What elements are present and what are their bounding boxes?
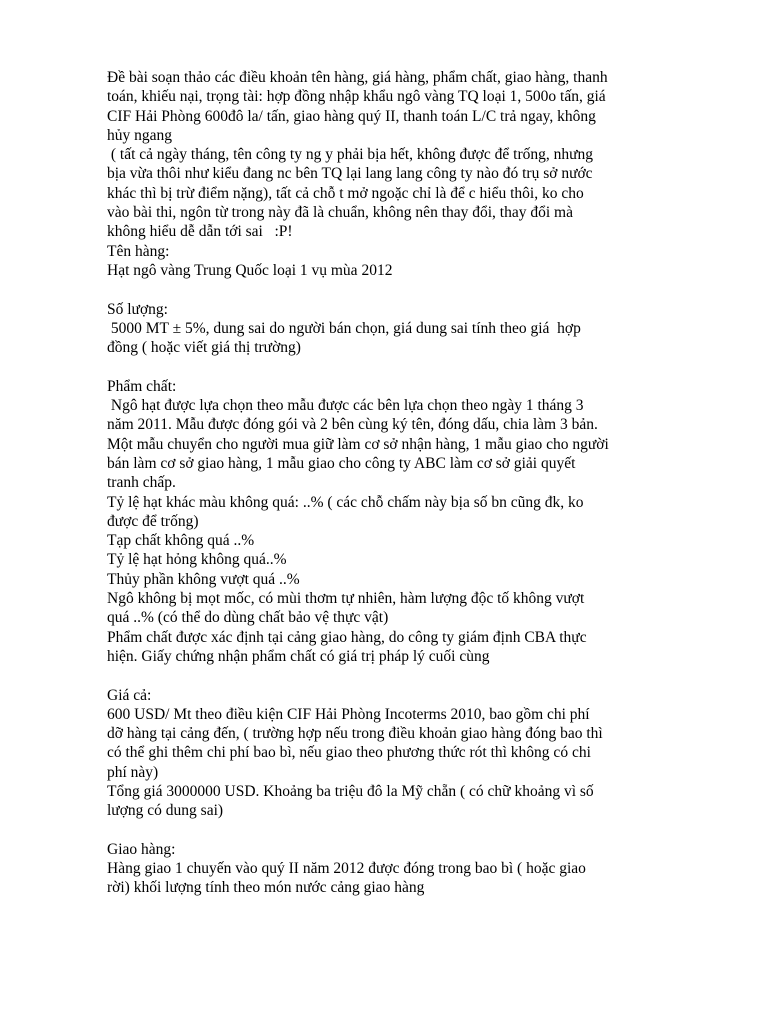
text-line: đồng ( hoặc viết giá thị trường)	[107, 339, 301, 357]
text-line: rời) khối lượng tính theo món nước cảng giao hàng	[107, 879, 425, 897]
text-line: phí này)	[107, 763, 159, 781]
paragraph-gap	[107, 280, 703, 299]
paragraph-gap	[107, 666, 703, 685]
text-line: Hàng giao 1 chuyến vào quý II năm 2012 được đóng trong bao bì ( hoặc giao	[107, 860, 586, 878]
document-body	[107, 68, 703, 898]
text-line: 5000 MT ± 5%, dung sai do người bán chọn, giá dung sai tính theo giá hợp	[107, 319, 581, 337]
section-heading: Số lượng:	[107, 300, 168, 318]
section-heading: Giá cả:	[107, 686, 152, 704]
text-line: toán, khiếu nại, trọng tài: hợp đồng nhập khẩu ngô vàng TQ loại 1, 500o tấn, giá	[107, 88, 606, 106]
section-heading: Giao hàng:	[107, 840, 176, 858]
paragraph-gap	[107, 357, 703, 376]
text-line: Ngô không bị mọt mốc, có mùi thơm tự nhiên, hàm lượng độc tố không vượt	[107, 590, 585, 608]
text-line: Đề bài soạn thảo các điều khoản tên hàng, giá hàng, phẩm chất, giao hàng, thanh	[107, 69, 608, 86]
text-line: có thể ghi thêm chi phí bao bì, nếu giao theo phương thức rót thì không có chi	[107, 744, 591, 762]
text-line: Ngô hạt được lựa chọn theo mẫu được các bên lựa chọn theo ngày 1 tháng 3	[107, 397, 584, 415]
text-line: quá ..% (có thể do dùng chất bảo vệ thực vật)	[107, 609, 389, 627]
text-line: vào bài thi, ngôn từ trong này đã là chuẩn, không nên thay đổi, thay đổi mà	[107, 204, 573, 222]
section-heading: Phẩm chất:	[107, 377, 177, 395]
text-line: lượng có dung sai)	[107, 802, 224, 820]
text-line: 600 USD/ Mt theo điều kiện CIF Hải Phòng Incoterms 2010, bao gồm chi phí	[107, 705, 590, 723]
text-line: hiện. Giấy chứng nhận phẩm chất có giá trị pháp lý cuối cùng	[107, 647, 490, 665]
text-line: Tạp chất không quá ..%	[107, 532, 255, 550]
text-line: khác thì bị trừ điểm nặng), tất cả chỗ t mở ngoặc chỉ là để c hiểu thôi, ko cho	[107, 184, 584, 202]
section-so-luong	[107, 300, 703, 358]
text-line: Tổng giá 3000000 USD. Khoảng ba triệu đô la Mỹ chẵn ( có chữ khoảng vì số	[107, 782, 594, 800]
text-line: bịa vừa thôi như kiểu đang nc bên TQ lại lang lang công ty nào đó trụ sở nước	[107, 165, 593, 183]
text-line: CIF Hải Phòng 600đô la/ tấn, giao hàng quý II, thanh toán L/C trả ngay, không	[107, 107, 596, 125]
text-line: hủy ngang	[107, 126, 173, 144]
intro-paragraph	[107, 68, 703, 242]
text-line: Hạt ngô vàng Trung Quốc loại 1 vụ mùa 2012	[107, 261, 393, 279]
text-line: dỡ hàng tại cảng đến, ( trường hợp nếu trong điều khoản giao hàng đóng bao thì	[107, 725, 603, 743]
text-line: tranh chấp.	[107, 474, 176, 492]
section-ten-hang	[107, 242, 703, 281]
text-line: Thủy phần không vượt quá ..%	[107, 570, 300, 588]
text-line: Phẩm chất được xác định tại cảng giao hàng, do công ty giám định CBA thực	[107, 628, 587, 646]
section-giao-hang	[107, 840, 703, 898]
paragraph-gap	[107, 821, 703, 840]
text-line: không hiểu dễ dẫn tới sai :P!	[107, 223, 293, 241]
text-line: được để trống)	[107, 512, 199, 530]
section-pham-chat	[107, 377, 703, 666]
text-line: bán làm cơ sở giao hàng, 1 mẫu giao cho công ty ABC làm cơ sở giải quyết	[107, 454, 576, 472]
text-line: Một mẫu chuyển cho người mua giữ làm cơ sở nhận hàng, 1 mẫu giao cho người	[107, 435, 609, 453]
text-line: Tỷ lệ hạt khác màu không quá: ..% ( các chỗ chấm này bịa số bn cũng đk, ko	[107, 493, 584, 511]
text-line: Tỷ lệ hạt hỏng không quá..%	[107, 551, 287, 569]
section-heading: Tên hàng:	[107, 242, 170, 260]
text-line: ( tất cả ngày tháng, tên công ty ng y phải bịa hết, không được để trống, nhưng	[107, 146, 594, 164]
section-gia-ca	[107, 686, 703, 821]
text-line: năm 2011. Mẫu được đóng gói và 2 bên cùng ký tên, đóng dấu, chia làm 3 bản.	[107, 416, 598, 434]
